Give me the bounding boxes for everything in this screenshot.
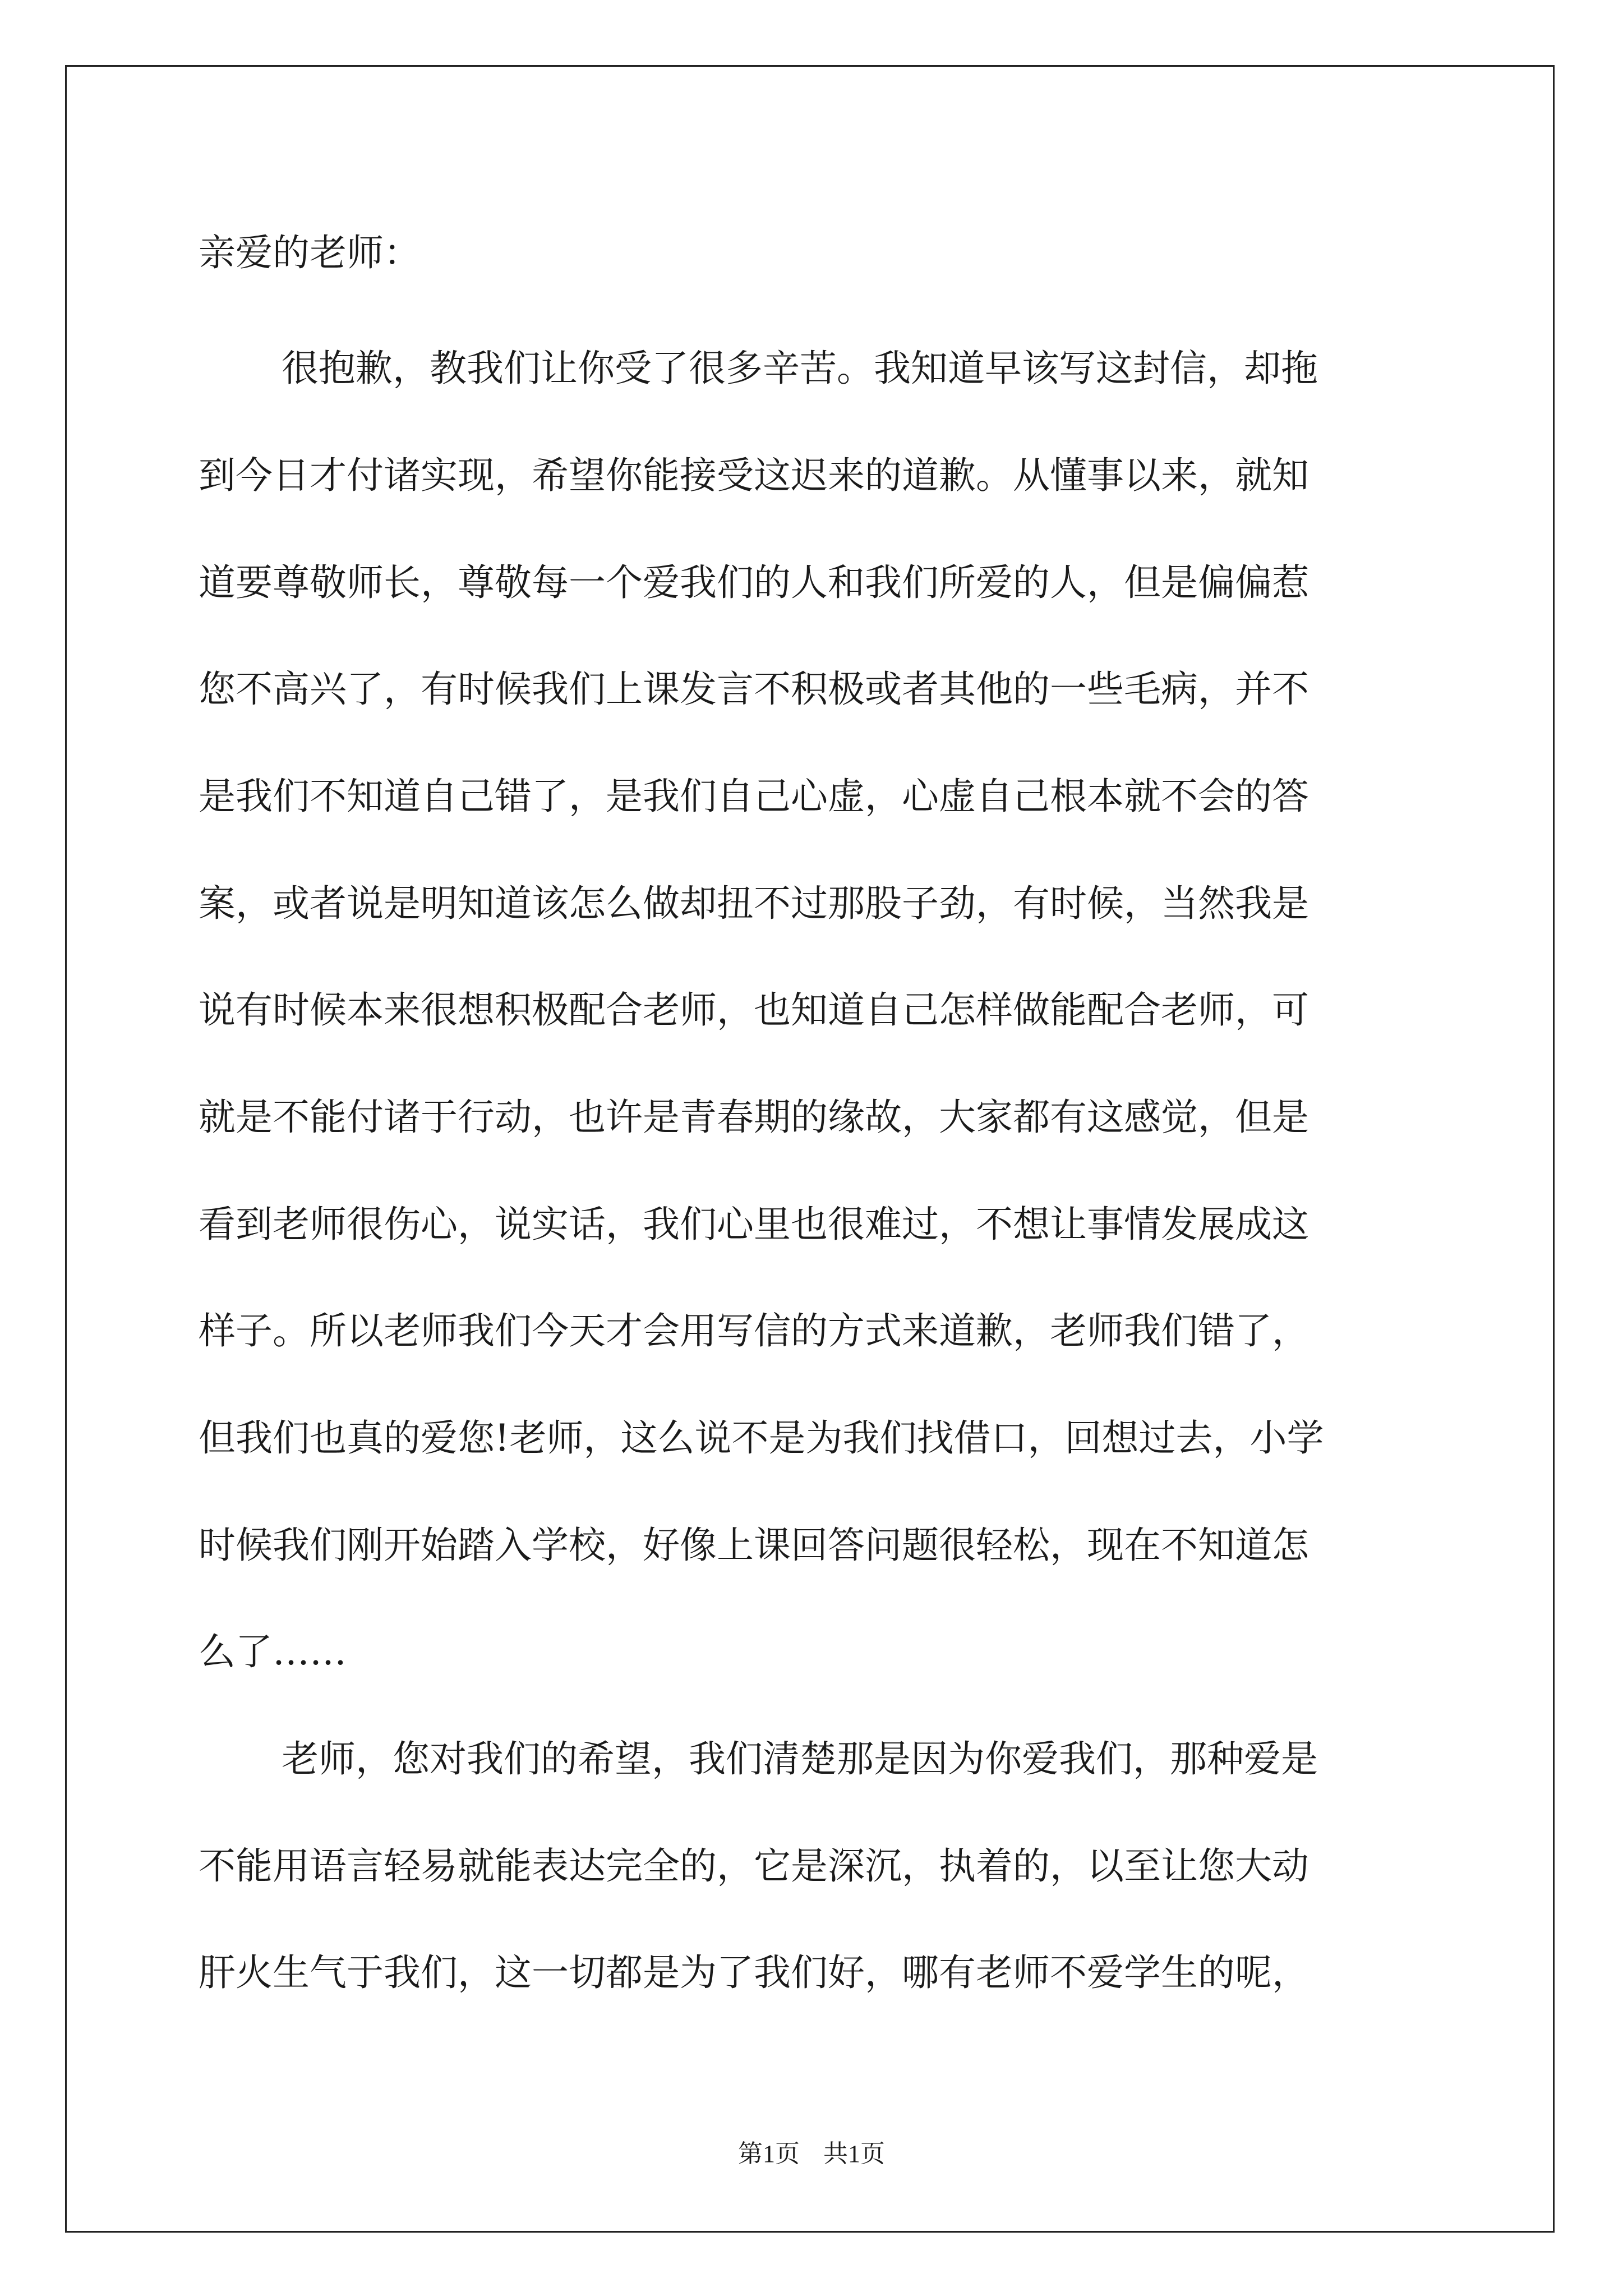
paragraph-1-line-5: 是我们不知道自己错了，是我们自己心虚，心虚自己根本就不会的答 bbox=[199, 775, 1309, 818]
paragraph-1-line-11: 但我们也真的爱您!老师，这么说不是为我们找借口，回想过去，小学 bbox=[199, 1416, 1324, 1460]
paragraph-1-line-13: 么了…… bbox=[199, 1630, 347, 1673]
paragraph-1-line-4: 您不高兴了，有时候我们上课发言不积极或者其他的一些毛病，并不 bbox=[199, 668, 1309, 711]
paragraph-1-line-8: 就是不能付诸于行动，也许是青春期的缘故，大家都有这感觉，但是 bbox=[199, 1096, 1309, 1139]
salutation: 亲爱的老师： bbox=[199, 231, 421, 274]
paragraph-1-line-6: 案，或者说是明知道该怎么做却扭不过那股子劲，有时候，当然我是 bbox=[199, 882, 1309, 925]
paragraph-1-line-10: 样子。所以老师我们今天才会用写信的方式来道歉，老师我们错了， bbox=[199, 1309, 1309, 1352]
page-footer bbox=[0, 2139, 1623, 2169]
paragraph-1-line-12: 时候我们刚开始踏入学校，好像上课回答问题很轻松，现在不知道怎 bbox=[199, 1524, 1309, 1567]
paragraph-1-line-9: 看到老师很伤心，说实话，我们心里也很难过，不想让事情发展成这 bbox=[199, 1203, 1309, 1246]
paragraph-1-line-7: 说有时候本来很想积极配合老师，也知道自己怎样做能配合老师，可 bbox=[199, 988, 1309, 1032]
paragraph-2-line-1: 老师，您对我们的希望，我们清楚那是因为你爱我们，那种爱是 bbox=[282, 1737, 1318, 1780]
total-pages-label: 共1页 bbox=[823, 2140, 885, 2168]
paragraph-2-line-2: 不能用语言轻易就能表达完全的，它是深沉，执着的，以至让您大动 bbox=[199, 1844, 1309, 1888]
paragraph-2-line-3: 肝火生气于我们，这一切都是为了我们好，哪有老师不爱学生的呢， bbox=[199, 1951, 1309, 1994]
paragraph-1-line-2: 到今日才付诸实现，希望你能接受这迟来的道歉。从懂事以来，就知 bbox=[199, 454, 1309, 497]
paragraph-1-line-1: 很抱歉，教我们让你受了很多辛苦。我知道早该写这封信，却拖 bbox=[282, 347, 1318, 390]
paragraph-1-line-3: 道要尊敬师长，尊敬每一个爱我们的人和我们所爱的人，但是偏偏惹 bbox=[199, 561, 1309, 604]
page-number-label: 第1页 bbox=[738, 2140, 800, 2168]
